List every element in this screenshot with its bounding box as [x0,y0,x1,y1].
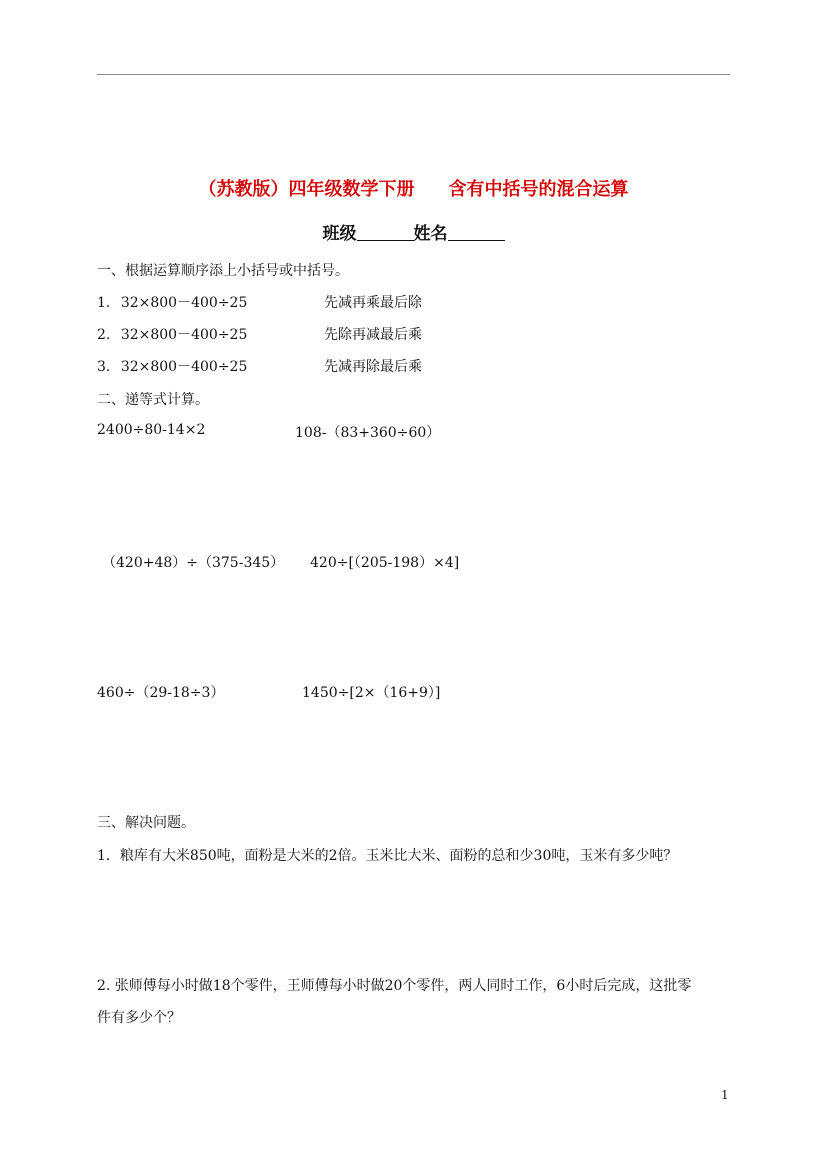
item-number: 1. [97,295,111,311]
student-info-line [0,219,827,244]
section1-item-2 [97,324,247,344]
item-hint: 先减再乘最后除 [324,295,422,311]
title-part2: 含有中括号的混合运算 [448,179,629,200]
item-expression: 32×800－400÷25 [120,359,248,375]
calc-expression-5: 460÷（29-18÷3） [97,685,225,701]
section1-item-1 [97,292,247,312]
item-hint: 先除再减最后乘 [324,327,422,343]
header-rule [97,74,730,75]
calc-expression-1: 2400÷80-14×2 [97,422,206,438]
item-number: 3. [97,359,111,375]
section1-heading: 一、根据运算顺序添上小括号或中括号。 [97,263,349,279]
word-problem-2-line1: 2. 张师傅每小时做18个零件，王师傅每小时做20个零件，两人同时工作，6小时后完成，这批零 [97,978,692,994]
document-title [0,175,827,201]
section2-heading: 二、递等式计算。 [97,392,209,408]
calc-expression-6: 1450÷[2×（16+9）] [302,685,441,701]
word-problem-1: 1．粮库有大米850吨，面粉是大米的2倍。玉米比大米、面粉的总和少30吨，玉米有多少吨？ [97,848,678,864]
section3-heading: 三、解决问题。 [97,815,195,831]
item-number: 2. [97,327,111,343]
title-part1: （苏教版）四年级数学下册 [198,179,415,200]
item-expression: 32×800－400÷25 [120,327,248,343]
item-expression: 32×800－400÷25 [120,295,248,311]
section1-item-3 [97,356,247,376]
page-number: 1 [721,1088,729,1102]
word-problem-2-line2: 件有多少个？ [97,1010,181,1026]
calc-expression-4: 420÷[（205-198）×4] [310,555,460,571]
name-blank[interactable] [448,223,505,241]
calc-expression-3: （420+48）÷（375-345） [102,555,285,571]
item-hint: 先减再除最后乘 [324,359,422,375]
calc-expression-2: 108-（83+360÷60） [295,425,441,441]
class-blank[interactable] [357,223,414,241]
name-label: 姓名 [413,224,448,244]
class-label: 班级 [322,224,357,244]
